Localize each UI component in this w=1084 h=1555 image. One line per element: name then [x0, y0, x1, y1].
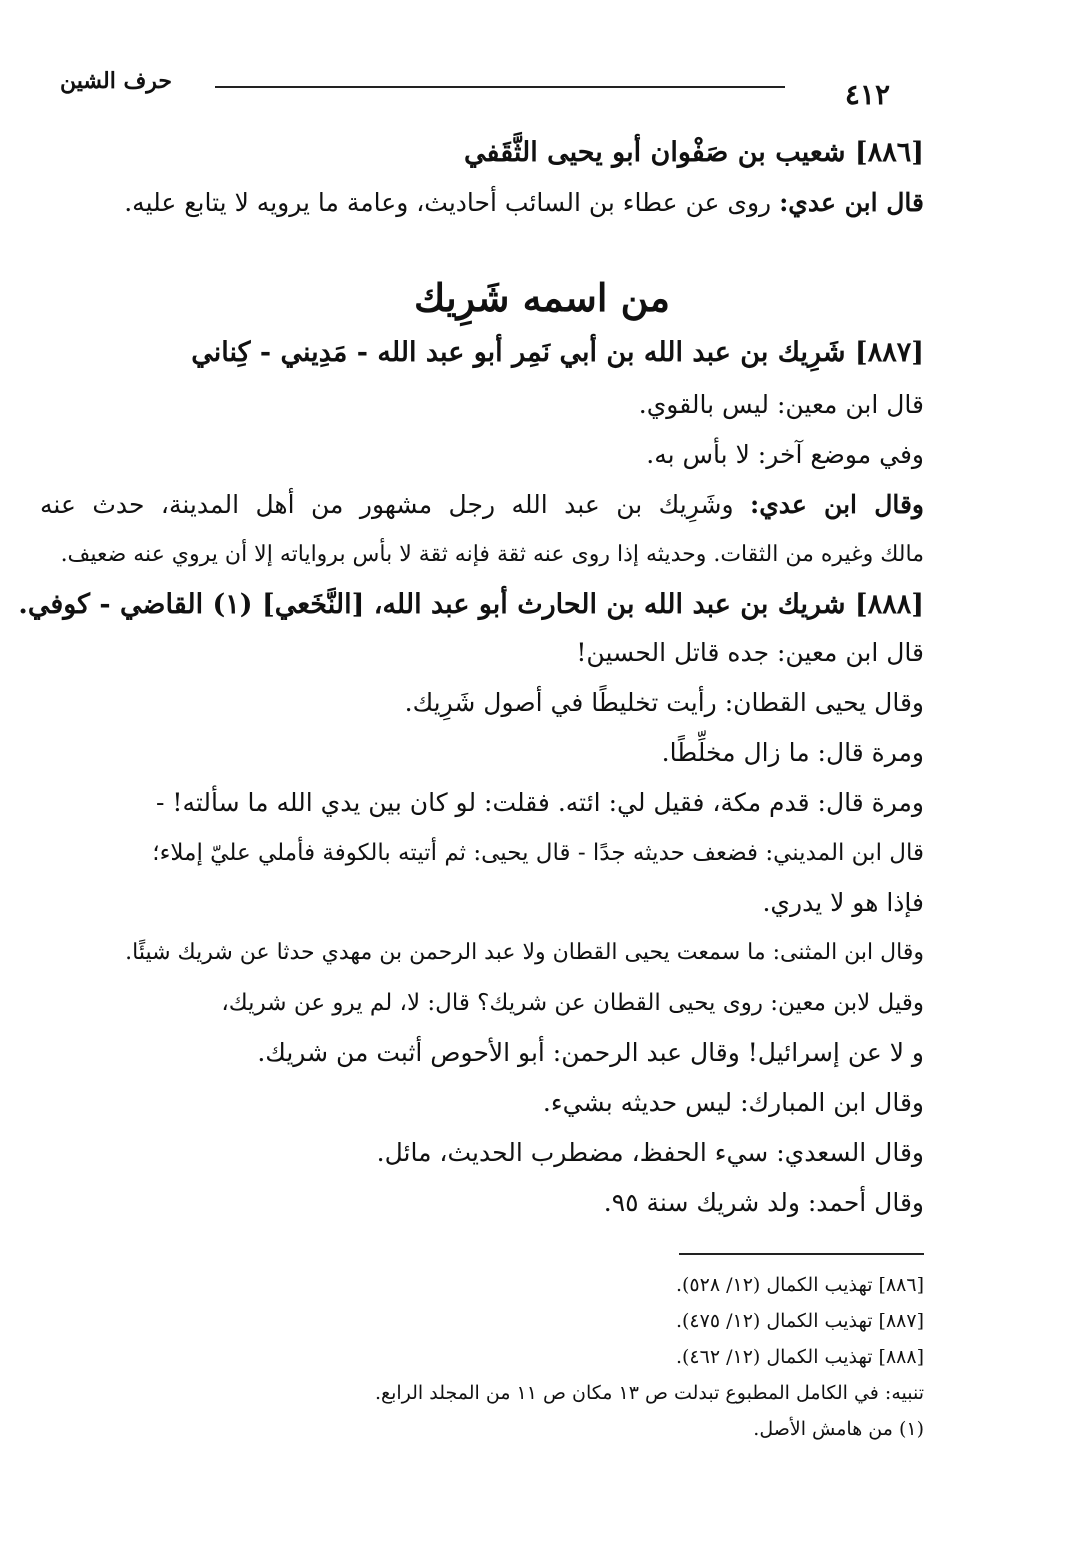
entry-887-line-1: قال ابن معين: ليس بالقوي. [638, 390, 924, 419]
entry-886-heading: [٨٨٦] شعيب بن صَفْوان أبو يحيى الثَّقَفي [464, 137, 924, 168]
entry-887-label: وقال ابن عدي: [749, 490, 924, 519]
section-heading: من اسمه شَرِيك [414, 275, 670, 320]
entry-888-heading: [٨٨٨] شريك بن عبد الله بن الحارث أبو عبد الله، [النَّخَعي] (١) القاضي - كوفي. [18, 589, 924, 620]
entry-887-line-3-text: وشَرِيك بن عبد الله رجل مشهور من أهل المدينة، حدث عنه [40, 490, 750, 519]
footnote: [٨٨٦] تهذيب الكمال (١٢/ ٥٢٨). [675, 1274, 924, 1296]
entry-888-line: ومرة قال: ما زال مخلِّطًا. [661, 738, 924, 767]
entry-888-line: فإذا هو لا يدري. [762, 888, 924, 917]
entry-887-heading: [٨٨٧] شَرِيك بن عبد الله بن أبي نَمِر أبو عبد الله - مَدِيني - كِناني [191, 337, 924, 368]
footnote-rule [679, 1253, 924, 1255]
entry-888-line: وقال السعدي: سيء الحفظ، مضطرب الحديث، مائل. [376, 1138, 924, 1167]
running-title: حرف الشين [60, 68, 173, 94]
entry-888-line: قال ابن المديني: فضعف حديثه جدًا - قال يحيى: ثم أتيته بالكوفة فأملي عليّ إملاء؛ [152, 840, 924, 866]
page-header [40, 62, 920, 112]
entry-888-line: وقال ابن المبارك: ليس حديثه بشيء. [542, 1088, 924, 1117]
entry-887-line-2: وفي موضع آخر: لا بأس به. [646, 440, 924, 469]
entry-888-line: وقال أحمد: ولد شريك سنة ٩٥. [603, 1188, 924, 1217]
entry-888-line: وقيل لابن معين: روى يحيى القطان عن شريك؟ قال: لا، لم يرو عن شريك، [221, 990, 924, 1016]
entry-887-line-4: مالك وغيره من الثقات. وحديثه إذا روى عنه ثقة فإنه ثقة لا بأس برواياته إلا أن يروي عنه ضعيف. [60, 542, 924, 567]
entry-888-line: قال ابن معين: جده قاتل الحسين! [576, 638, 924, 667]
entry-888-line: و لا عن إسرائيل! وقال عبد الرحمن: أبو الأحوص أثبت من شريك. [257, 1038, 924, 1067]
entry-887-line-3 [40, 488, 924, 522]
page-number: ٤١٢ [844, 78, 890, 111]
entry-888-line: ومرة قال: قدم مكة، فقيل لي: ائته. فقلت: لو كان بين يدي الله ما سألته! - [156, 788, 924, 817]
footnote: تنبيه: في الكامل المطبوع تبدلت ص ١٣ مكان ص ١١ من المجلد الرابع. [374, 1382, 924, 1404]
footnote: [٨٨٧] تهذيب الكمال (١٢/ ٤٧٥). [675, 1310, 924, 1332]
entry-888-line: وقال ابن المثنى: ما سمعت يحيى القطان ولا عبد الرحمن بن مهدي حدثا عن شريك شيئًا. [125, 940, 924, 965]
entry-888-line: وقال يحيى القطان: رأيت تخليطًا في أصول شَرِيك. [404, 688, 924, 717]
footnote: [٨٨٨] تهذيب الكمال (١٢/ ٤٦٢). [675, 1346, 924, 1368]
header-rule [215, 86, 785, 88]
footnote: (١) من هامش الأصل. [753, 1418, 924, 1440]
entry-886-label: قال ابن عدي: [779, 188, 924, 217]
entry-886-body: روى عن عطاء بن السائب أحاديث، وعامة ما يرويه لا يتابع عليه. [124, 188, 780, 217]
entry-886-text [124, 186, 924, 220]
